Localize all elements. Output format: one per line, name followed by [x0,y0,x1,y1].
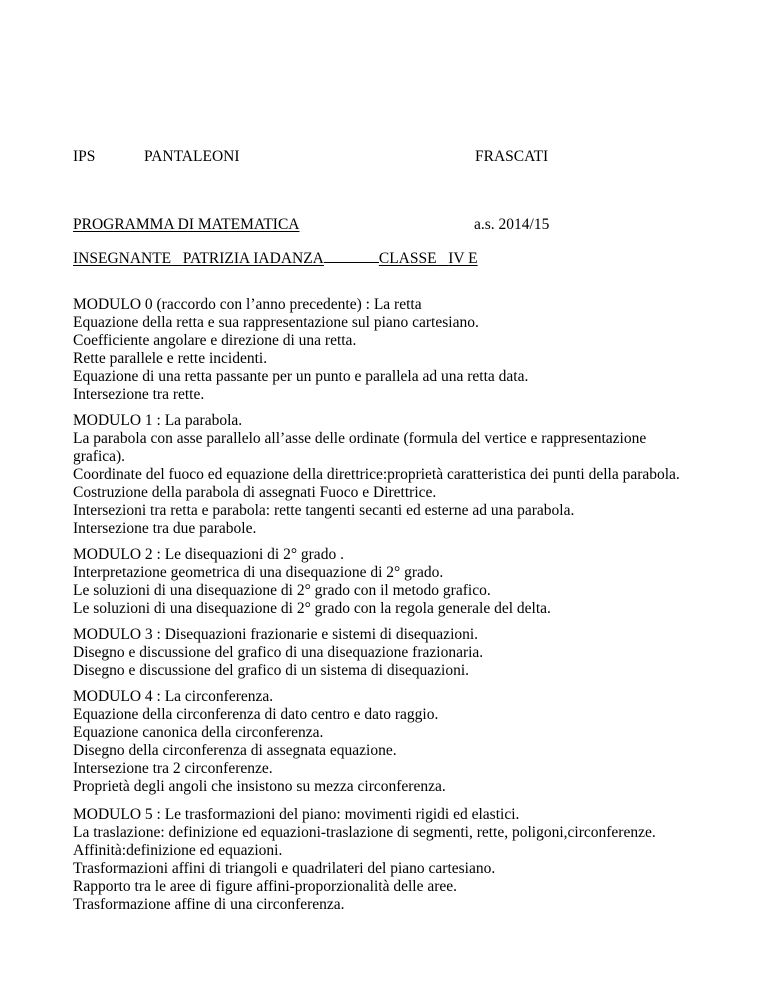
module-line: Intersezione tra 2 circonferenze. [73,760,273,777]
teacher-label: INSEGNANTE [73,250,172,267]
module-title: MODULO 1 : La parabola. [73,412,243,429]
module-line: Disegno e discussione del grafico di una disequazione frazionaria. [73,644,484,661]
underline-spacer [324,248,379,263]
module-line: Trasformazioni affini di triangoli e quadrilateri del piano cartesiano. [73,860,496,877]
module-2 [73,546,551,618]
module-title: MODULO 4 : La circonferenza. [73,688,274,705]
module-line: Le soluzioni di una disequazione di 2° grado con la regola generale del delta. [73,600,551,617]
school-city: FRASCATI [475,148,549,165]
school-name: PANTALEONI [144,148,240,165]
program-title: PROGRAMMA DI MATEMATICA [73,216,300,233]
module-line: Coefficiente angolare e direzione di una retta. [73,332,357,349]
module-line: Equazione di una retta passante per un punto e parallela ad una retta data. [73,368,529,385]
module-line: Trasformazione affine di una circonferenza. [73,896,345,913]
module-line: Costruzione della parabola di assegnati Fuoco e Direttrice. [73,484,437,501]
module-title: MODULO 5 : Le trasformazioni del piano: movimenti rigidi ed elastici. [73,806,520,823]
module-3 [73,626,483,680]
school-type: IPS [73,148,96,165]
module-0 [73,296,528,404]
module-line: La parabola con asse parallelo all’asse delle ordinate (formula del vertice e rappresentazione [73,430,647,447]
module-line: Intersezioni tra retta e parabola: rette tangenti secanti ed esterne ad una parabola. [73,502,575,519]
module-4 [73,688,446,796]
module-line: grafica). [73,448,126,465]
class-value: IV E [448,250,478,267]
module-line: Intersezione tra rette. [73,386,205,403]
module-5 [73,806,656,914]
module-line: La traslazione: definizione ed equazioni-traslazione di segmenti, rette, poligoni,circonferenze. [73,824,656,841]
class-label: CLASSE [378,250,437,267]
module-title: MODULO 0 (raccordo con l’anno precedente) : La retta [73,296,422,313]
module-1 [73,412,680,538]
module-line: Equazione della circonferenza di dato centro e dato raggio. [73,706,439,723]
module-line: Rette parallele e rette incidenti. [73,350,268,367]
module-line: Coordinate del fuoco ed equazione della direttrice:proprietà caratteristica dei punti della parabola. [73,466,680,483]
module-line: Le soluzioni di una disequazione di 2° grado con il metodo grafico. [73,582,491,599]
teacher-name: PATRIZIA IADANZA [182,250,324,267]
module-title: MODULO 3 : Disequazioni frazionarie e sistemi di disequazioni. [73,626,479,643]
module-line: Rapporto tra le aree di figure affini-proporzionalità delle aree. [73,878,458,895]
module-line: Disegno della circonferenza di assegnata equazione. [73,742,397,759]
module-line: Equazione canonica della circonferenza. [73,724,324,741]
module-line: Interpretazione geometrica di una disequazione di 2° grado. [73,564,444,581]
school-year: a.s. 2014/15 [474,216,550,233]
module-line: Equazione della retta e sua rappresentazione sul piano cartesiano. [73,314,479,331]
module-title: MODULO 2 : Le disequazioni di 2° grado . [73,546,344,563]
module-line: Proprietà degli angoli che insistono su mezza circonferenza. [73,778,446,795]
module-line: Affinità:definizione ed equazioni. [73,842,283,859]
module-line: Disegno e discussione del grafico di un sistema di disequazioni. [73,662,470,679]
module-line: Intersezione tra due parabole. [73,520,257,537]
teacher-line [73,248,478,268]
